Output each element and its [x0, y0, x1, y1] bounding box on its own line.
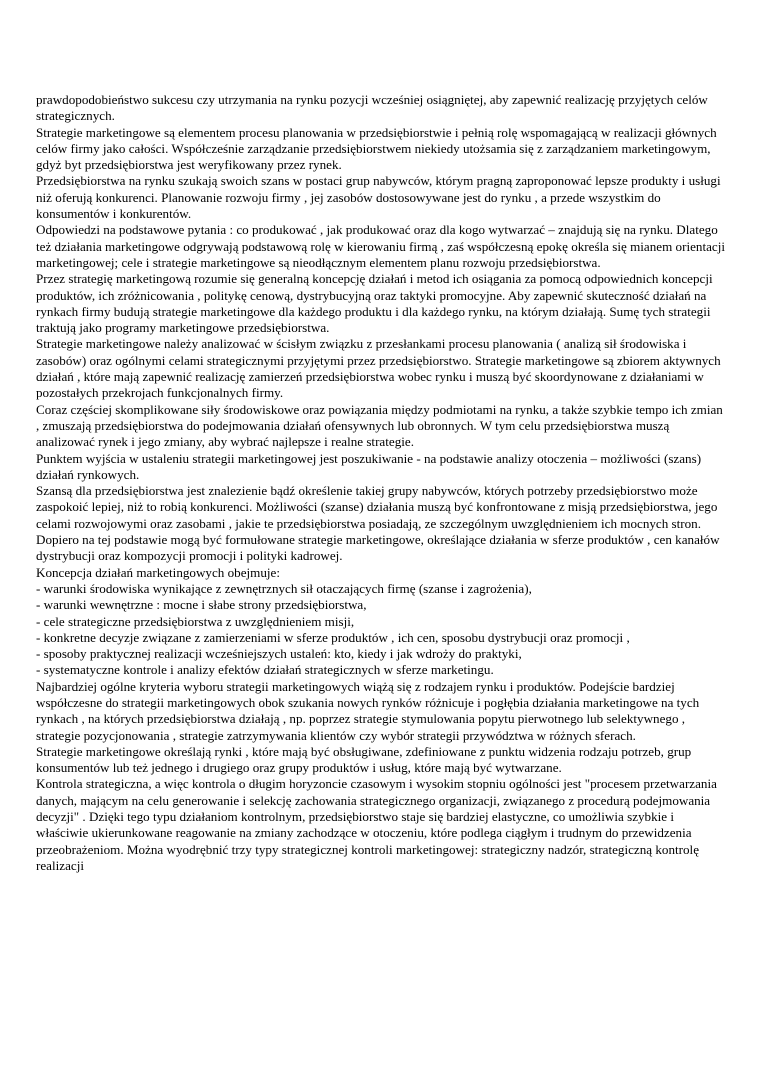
paragraph-3: Przedsiębiorstwa na rynku szukają swoich szans w postaci grup nabywców, którym pragną zaproponować lepsze produkty i usługi niż oferują konkurenci. Planowanie rozwoju firmy , jej zasobów dostosowywane jest do rynku , a przede wszystkim do konsumentów i konkurentów. [36, 173, 721, 222]
list-item: - warunki wewnętrzne : mocne i słabe strony przedsiębiorstwa, [36, 597, 367, 613]
paragraph-1: prawdopodobieństwo sukcesu czy utrzymania na rynku pozycji wcześniej osiągniętej, aby zapewnić realizację przyjętych celów strategicznych. [36, 92, 708, 124]
paragraph-10: Dopiero na tej podstawie mogą być formułowane strategie marketingowe, określające działania w sferze produktów , cen kanałów dystrybucji oraz kompozycji promocji i polityki kadrowej. [36, 532, 720, 564]
paragraph-8: Punktem wyjścia w ustaleniu strategii marketingowej jest poszukiwanie - na podstawie analizy otoczenia – możliwości (szans) działań rynkowych. [36, 450, 702, 482]
list-item: - systematyczne kontrole i analizy efektów działań strategicznych w sferze marketingu. [36, 662, 494, 678]
paragraph-4: Odpowiedzi na podstawowe pytania : co produkować , jak produkować oraz dla kogo wytwarzać – znajdują się na rynku. Dlatego też działania marketingowe odgrywają podstawową rolę w kierowaniu firmą , zaś współczesną epokę określa się mianem orientacji marketingowej; cele i strategie marketingowe są nieodłącznym elementem planu rozwoju przedsiębiorstwa. [36, 222, 725, 270]
paragraph-12: Strategie marketingowe określają rynki , które mają być obsługiwane, zdefiniowane z punktu widzenia rodzaju potrzeb, grup konsumentów lub też jednego i drugiego oraz grupy produktów i usług, które mają być wytwarzane. [36, 743, 692, 776]
list-intro: Koncepcja działań marketingowych obejmuje: [36, 564, 280, 580]
document-body [36, 92, 728, 874]
list-item: - sposoby praktycznej realizacji wcześniejszych ustaleń: kto, kiedy i jak wdroży do praktyki, [36, 646, 522, 662]
paragraph-11: Najbardziej ogólne kryteria wyboru strategii marketingowych wiążą się z rodzajem rynku i produktów. Podejście bardziej współczesne do strategii marketingowych obok szukania nowych rynków różnicuje i pogłębia działania marketingowe na tych rynkach , na których przedsiębiorstwa działają , np. poprzez strategie stymulowania popytu pierwotnego lub selektywnego , strategie pozycjonowania , strategie zatrzymywania klientów czy wybór strategii przywództwa w różnych sferach. [36, 678, 700, 743]
paragraph-6: Strategie marketingowe należy analizować w ścisłym związku z przesłankami procesu planowania ( analizą sił środowiska i zasobów) oraz ogólnymi celami strategicznymi przyjętymi przez przedsiębiorstwo. Strategie marketingowe są zbiorem aktywnych działań , które mają zapewnić realizację zamierzeń przedsiębiorstwa wobec rynku i muszą być skoordynowane z działaniami w pozostałych przekrojach funkcjonalnych firmy. [36, 336, 721, 401]
paragraph-5: Przez strategię marketingową rozumie się generalną koncepcję działań i metod ich osiągania za pomocą odpowiednich koncepcji produktów, ich zróżnicowania , politykę cenową, dystrybucyjną oraz taktyki promocyjne. Aby zapewnić skuteczność działań na rynkach firmy budują strategie marketingowe dla każdego produktu i dla każdego rynku, na którym działają. Sumę tych strategii traktują jako programy marketingowe przedsiębiorstwa. [36, 271, 713, 336]
paragraph-9: Szansą dla przedsiębiorstwa jest znalezienie bądź określenie takiej grupy nabywców, których potrzeby przedsiębiorstwo może zaspokoić lepiej, niż to robią konkurenci. Możliwości (szanse) działania muszą być konfrontowane z misją przedsiębiorstwa, jego celami rozwojowymi oraz zasobami , jakie te przedsiębiorstwa posiadają, ze szczególnym uwzględnieniem ich mocnych stron. [36, 483, 718, 531]
list-item: - cele strategiczne przedsiębiorstwa z uwzględnieniem misji, [36, 613, 355, 629]
list-item: - warunki środowiska wynikające z zewnętrznych sił otaczających firmę (szanse i zagrożenia), [36, 580, 532, 596]
paragraph-13: Kontrola strategiczna, a więc kontrola o długim horyzoncie czasowym i wysokim stopniu ogólności jest "procesem przetwarzania danych, mającym na celu generowanie i selekcję zachowania strategicznego organizacji, związanego z procedurą podejmowania decyzji" . Dzięki tego typu działaniom kontrolnym, przedsiębiorstwo staje się bardziej elastyczne, co umożliwia szybkie i właściwie ukierunkowane reagowanie na zmiany zachodzące w otoczeniu, które podlega ciągłym i trudnym do przewidzenia przeobrażeniom. Można wyodrębnić trzy typy strategicznej kontroli marketingowej: strategiczny nadzór, strategiczną kontrolę realizacji [36, 776, 717, 873]
paragraph-2: Strategie marketingowe są elementem procesu planowania w przedsiębiorstwie i pełnią rolę wspomagającą w realizacji głównych celów firmy jako całości. Współcześnie zarządzanie przedsiębiorstwem niekiedy utożsamia się z zarządzaniem marketingowym, gdyż byt przedsiębiorstwa jest weryfikowany przez rynek. [36, 124, 717, 173]
list-item: - konkretne decyzje związane z zamierzeniami w sferze produktów , ich cen, sposobu dystrybucji oraz promocji , [36, 629, 630, 645]
paragraph-7: Coraz częściej skomplikowane siły środowiskowe oraz powiązania między podmiotami na rynku, a także szybkie tempo ich zmian , zmuszają przedsiębiorstwa do podejmowania działań ofensywnych lub obronnych. W tym celu przedsiębiorstwa muszą analizować rynek i jego zmiany, aby wybrać najlepsze i realne strategie. [36, 401, 723, 450]
